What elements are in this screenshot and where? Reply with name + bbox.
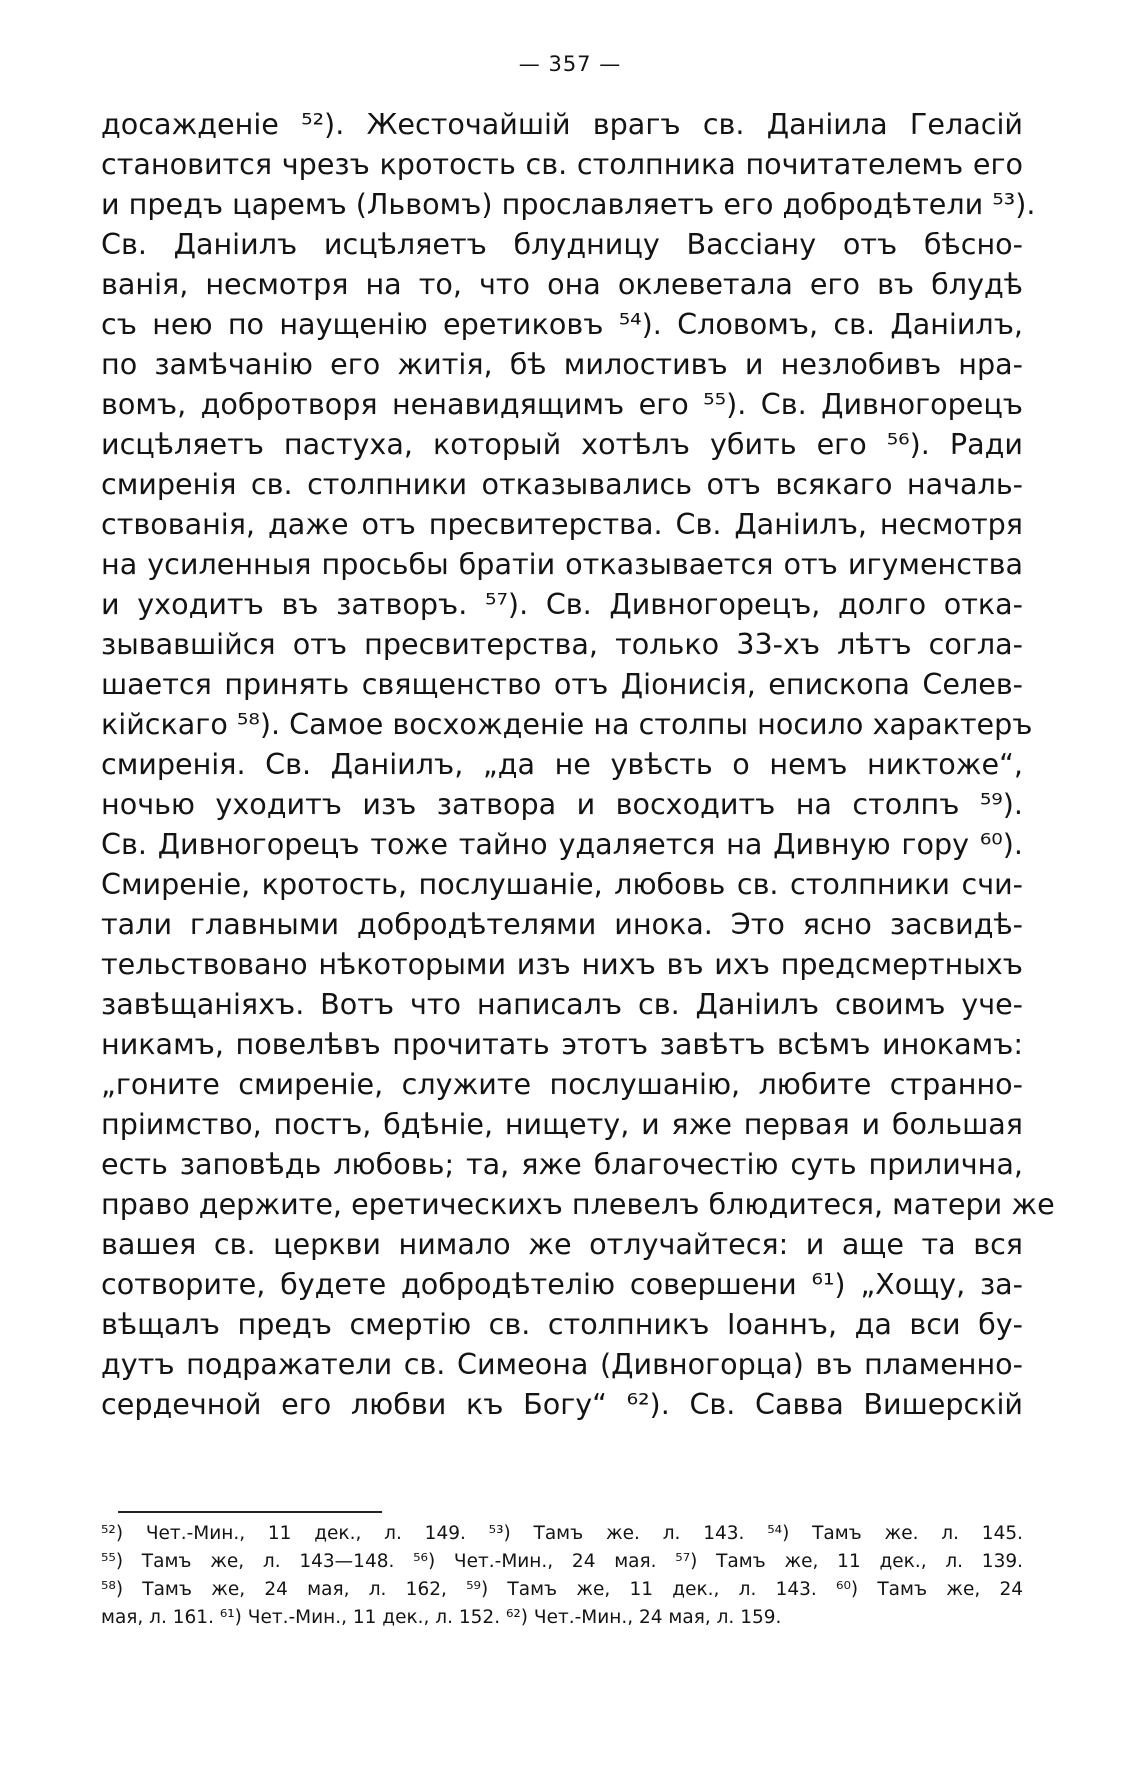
text-line: сотворите, будете добродѣтелію совершени ⁶¹) „Хощу, за-	[101, 1267, 1023, 1301]
text-line: досажденіе ⁵²). Жесточайшій врагъ св. Даніила Геласій	[101, 107, 1023, 141]
text-line: Смиреніе, кротость, послушаніе, любовь св. столпники счи-	[101, 867, 1023, 901]
text-line: дутъ подражатели св. Симеона (Дивногорца) въ пламенно-	[101, 1347, 1023, 1381]
text-line: на усиленныя просьбы братіи отказывается отъ игуменства	[101, 547, 1023, 581]
text-line: завѣщаніяхъ. Вотъ что написалъ св. Даніилъ своимъ уче-	[101, 987, 1023, 1021]
text-line: право держите, еретическихъ плевелъ блюдитеся, матери же	[101, 1187, 1055, 1221]
footnote-line: ⁵⁵) Тамъ же, л. 143—148. ⁵⁶) Чет.-Мин., 24 мая. ⁵⁷) Тамъ же, 11 дек., л. 139.	[101, 1551, 1023, 1572]
text-line: становится чрезъ кротость св. столпника почитателемъ его	[101, 147, 1023, 181]
main-text	[101, 104, 1055, 1424]
text-line: никамъ, повелѣвъ прочитать этотъ завѣтъ всѣмъ инокамъ:	[101, 1027, 1023, 1061]
text-line: и предъ царемъ (Львомъ) прославляетъ его добродѣтели ⁵³).	[101, 187, 1036, 221]
text-line: по замѣчанію его житія, бѣ милостивъ и незлобивъ нра-	[101, 347, 1023, 381]
text-line: съ нею по наущенію еретиковъ ⁵⁴). Словомъ, св. Даніилъ,	[101, 307, 1023, 341]
text-line: смиренія. Св. Даніилъ, „да не увѣсть о немъ никтоже“,	[101, 747, 1023, 781]
page-number: — 357 —	[518, 52, 622, 76]
text-line: Св. Дивногорецъ тоже тайно удаляется на Дивную гору ⁶⁰).	[101, 827, 1023, 861]
text-line: есть заповѣдь любовь; та, яже благочестію суть прилична,	[101, 1147, 1023, 1181]
text-line: вашея св. церкви нимало же отлучайтеся: и аще та вся	[101, 1227, 1023, 1261]
text-line: вомъ, добротворя ненавидящимъ его ⁵⁵). Св. Дивногорецъ	[101, 387, 1023, 421]
text-line: Св. Даніилъ исцѣляетъ блудницу Вассіану отъ бѣсно-	[101, 227, 1023, 261]
text-line: смиренія св. столпники отказывались отъ всякаго началь-	[101, 467, 1023, 501]
footnote-line: мая, л. 161. ⁶¹) Чет.-Мин., 11 дек., л. 152. ⁶²) Чет.-Мин., 24 мая, л. 159.	[101, 1607, 782, 1628]
text-line: пріимство, постъ, бдѣніе, нищету, и яже первая и большая	[101, 1107, 1023, 1141]
text-line: зывавшійся отъ пресвитерства, только 33-хъ лѣтъ согла-	[101, 627, 1023, 661]
text-line: вѣщалъ предъ смертію св. столпникъ Іоаннъ, да вси бу-	[101, 1307, 1023, 1341]
text-line: ванія, несмотря на то, что она оклеветала его въ блудѣ	[101, 267, 1023, 301]
text-line: шается принять священство отъ Діонисія, епископа Селев-	[101, 667, 1023, 701]
footnote-divider	[118, 1511, 382, 1513]
text-line: кійскаго ⁵⁸). Самое восхожденіе на столпы носило характеръ	[101, 707, 1033, 741]
footnotes	[101, 1520, 1023, 1632]
text-line: тельствовано нѣкоторыми изъ нихъ въ ихъ предсмертныхъ	[101, 947, 1023, 981]
text-line: тали главными добродѣтелями инока. Это ясно засвидѣ-	[101, 907, 1023, 941]
text-line: „гоните смиреніе, служите послушанію, любите странно-	[101, 1067, 1023, 1101]
footnote-line: ⁵²) Чет.-Мин., 11 дек., л. 149. ⁵³) Тамъ же. л. 143. ⁵⁴) Тамъ же. л. 145.	[101, 1523, 1023, 1544]
text-line: ствованія, даже отъ пресвитерства. Св. Даніилъ, несмотря	[101, 507, 1023, 541]
text-line: и уходитъ въ затворъ. ⁵⁷). Св. Дивногорецъ, долго отка-	[101, 587, 1023, 621]
text-line: исцѣляетъ пастуха, который хотѣлъ убить его ⁵⁶). Ради	[101, 427, 1023, 461]
text-line: ночью уходитъ изъ затвора и восходитъ на столпъ ⁵⁹).	[101, 787, 1023, 821]
footnote-line: ⁵⁸) Тамъ же, 24 мая, л. 162, ⁵⁹) Тамъ же, 11 дек., л. 143. ⁶⁰) Тамъ же, 24	[101, 1579, 1023, 1600]
text-line: сердечной его любви къ Богу“ ⁶²). Св. Савва Вишерскій	[101, 1387, 1023, 1421]
